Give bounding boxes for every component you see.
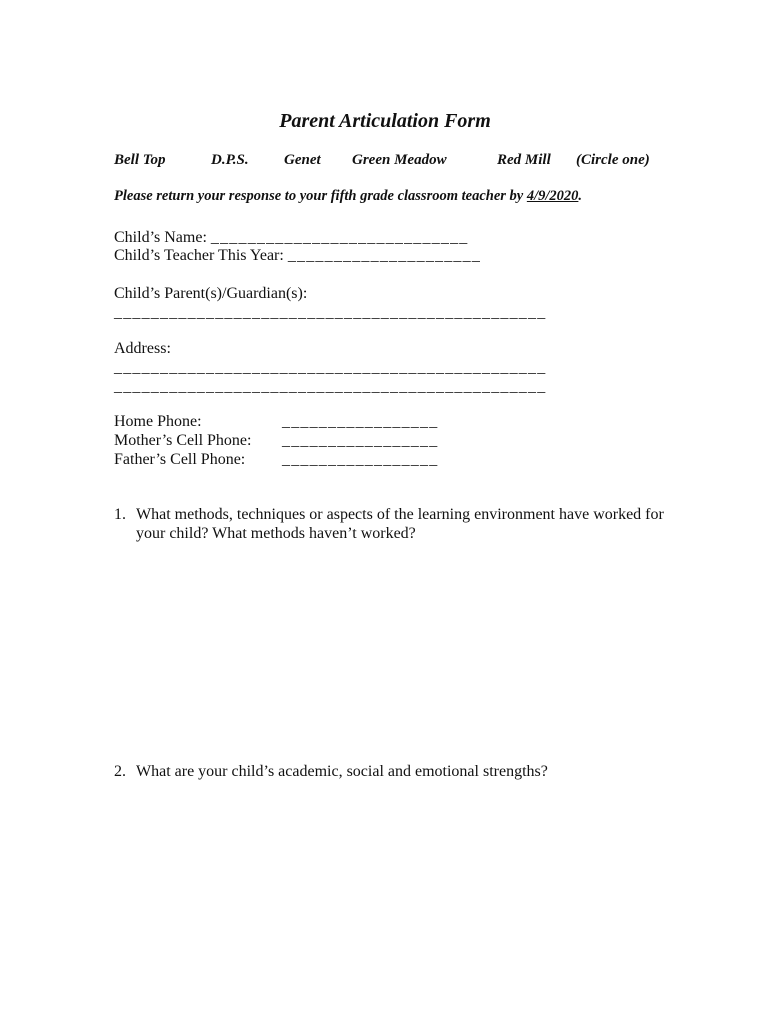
home-phone-label: Home Phone: [114,413,202,430]
question-1-number: 1. [114,506,126,523]
father-cell-label: Father’s Cell Phone: [114,451,246,468]
home-phone-field[interactable]: _________________ [282,413,439,430]
instruction-period: . [578,188,583,204]
instruction-text: Please return your response to your fifth grade classroom teacher by [114,188,527,204]
return-instruction [114,188,582,205]
childs-teacher-row [114,246,481,265]
address-field-line-2[interactable]: _______________________________________________ [114,378,547,395]
school-option-genet[interactable]: Genet [284,152,321,168]
childs-teacher-field[interactable]: _____________________ [287,247,482,264]
childs-name-row [114,228,469,247]
address-field-line-1[interactable]: _______________________________________________ [114,359,547,376]
school-option-bell-top[interactable]: Bell Top [114,152,166,168]
home-phone-row [114,412,438,431]
father-cell-row [114,450,438,469]
question-2-number: 2. [114,763,126,780]
form-title: Parent Articulation Form [279,110,491,132]
guardians-field[interactable]: _______________________________________________ [114,304,547,321]
school-option-dps[interactable]: D.P.S. [211,152,249,168]
question-1 [114,505,674,543]
childs-name-label: Child’s Name: [114,229,207,246]
school-option-red-mill[interactable]: Red Mill [497,152,551,168]
guardians-label: Child’s Parent(s)/Guardian(s): [114,285,308,302]
question-1-text: What methods, techniques or aspects of the learning environment have worked for your child? What methods haven’t worked? [136,506,664,542]
question-2-text: What are your child’s academic, social and emotional strengths? [136,763,548,780]
mother-cell-row [114,431,438,450]
mother-cell-field[interactable]: _________________ [282,432,439,449]
question-2 [114,762,674,781]
address-label: Address: [114,340,171,357]
return-date: 4/9/2020 [526,188,579,204]
childs-name-field[interactable]: ____________________________ [210,229,469,246]
circle-one-note: (Circle one) [576,152,650,168]
school-option-green-meadow[interactable]: Green Meadow [352,152,447,168]
mother-cell-label: Mother’s Cell Phone: [114,432,252,449]
father-cell-field[interactable]: _________________ [282,451,439,468]
childs-teacher-label: Child’s Teacher This Year: [114,247,284,264]
